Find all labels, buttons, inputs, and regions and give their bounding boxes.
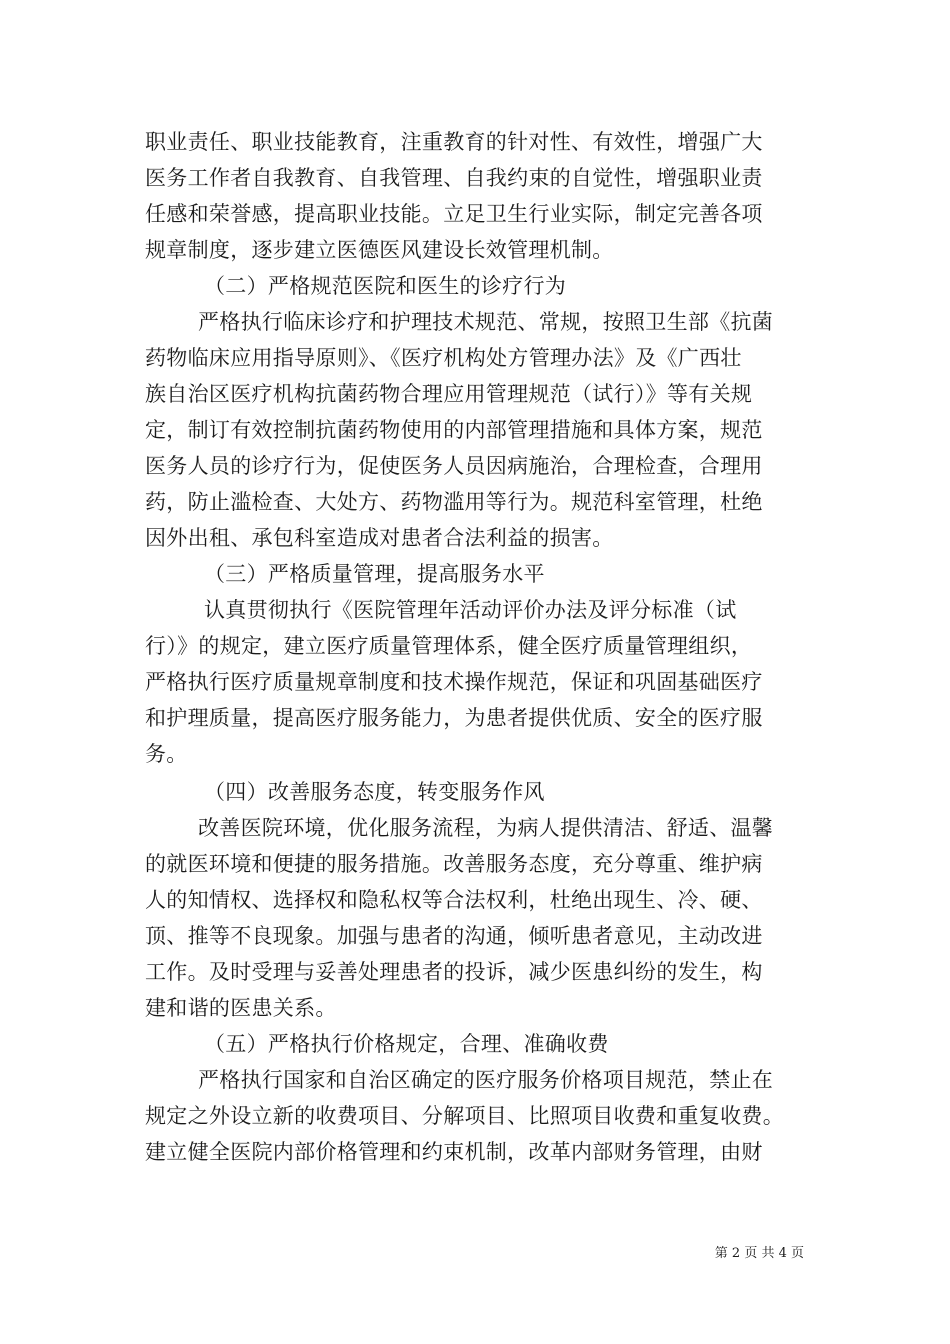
body-text-line: 职业责任、职业技能教育，注重教育的针对性、有效性，增强广大 bbox=[145, 130, 763, 154]
page-number-footer: 第 2 页 共 4 页 bbox=[714, 1246, 804, 1261]
section-heading-3: （三）严格质量管理，提高服务水平 bbox=[204, 562, 545, 586]
body-text-line: 规定之外设立新的收费项目、分解项目、比照项目收费和重复收费。 bbox=[145, 1104, 784, 1128]
section-heading-4: （四）改善服务态度，转变服务作风 bbox=[204, 780, 545, 804]
body-text-line: 医务工作者自我教育、自我管理、自我约束的自觉性，增强职业责 bbox=[145, 166, 763, 190]
body-text-line: 严格执行国家和自治区确定的医疗服务价格项目规范，禁止在 bbox=[198, 1068, 774, 1092]
body-text-line: 建和谐的医患关系。 bbox=[145, 996, 337, 1020]
body-text-line: 因外出租、承包科室造成对患者合法利益的损害。 bbox=[145, 526, 614, 550]
body-text-line: 认真贯彻执行《医院管理年活动评价办法及评分标准（试 bbox=[204, 598, 737, 622]
body-text-line: 族自治区医疗机构抗菌药物合理应用管理规范（试行）》等有关规 bbox=[145, 382, 753, 406]
body-text-line: 任感和荣誉感，提高职业技能。立足卫生行业实际，制定完善各项 bbox=[145, 202, 763, 226]
body-text-line: 顶、推等不良现象。加强与患者的沟通，倾听患者意见，主动改进 bbox=[145, 924, 763, 948]
section-heading-2: （二）严格规范医院和医生的诊疗行为 bbox=[204, 274, 567, 298]
body-text-line: 定，制订有效控制抗菌药物使用的内部管理措施和具体方案，规范 bbox=[145, 418, 763, 442]
body-text-line: 行）》的规定，建立医疗质量管理体系，健全医疗质量管理组织， bbox=[145, 634, 753, 658]
body-text-line: 的就医环境和便捷的服务措施。改善服务态度，充分尊重、维护病 bbox=[145, 852, 763, 876]
body-text-line: 人的知情权、选择权和隐私权等合法权利，杜绝出现生、冷、硬、 bbox=[145, 888, 763, 912]
body-text-line: 药，防止滥检查、大处方、药物滥用等行为。规范科室管理，杜绝 bbox=[145, 490, 763, 514]
body-text-line: 改善医院环境，优化服务流程，为病人提供清洁、舒适、温馨 bbox=[198, 816, 774, 840]
section-heading-5: （五）严格执行价格规定，合理、准确收费 bbox=[204, 1032, 609, 1056]
body-text-line: 严格执行临床诊疗和护理技术规范、常规，按照卫生部《抗菌 bbox=[198, 310, 774, 334]
body-text-line: 规章制度，逐步建立医德医风建设长效管理机制。 bbox=[145, 238, 614, 262]
body-text-line: 务。 bbox=[145, 742, 188, 766]
body-text-line: 建立健全医院内部价格管理和约束机制，改革内部财务管理，由财 bbox=[145, 1140, 763, 1164]
body-text-line: 严格执行医疗质量规章制度和技术操作规范，保证和巩固基础医疗 bbox=[145, 670, 763, 694]
body-text-line: 工作。及时受理与妥善处理患者的投诉，减少医患纠纷的发生，构 bbox=[145, 960, 763, 984]
body-text-line: 医务人员的诊疗行为，促使医务人员因病施治，合理检查，合理用 bbox=[145, 454, 763, 478]
body-text-line: 和护理质量，提高医疗服务能力，为患者提供优质、安全的医疗服 bbox=[145, 706, 763, 730]
body-text-line: 药物临床应用指导原则》、《医疗机构处方管理办法》及《广西壮 bbox=[145, 346, 742, 370]
